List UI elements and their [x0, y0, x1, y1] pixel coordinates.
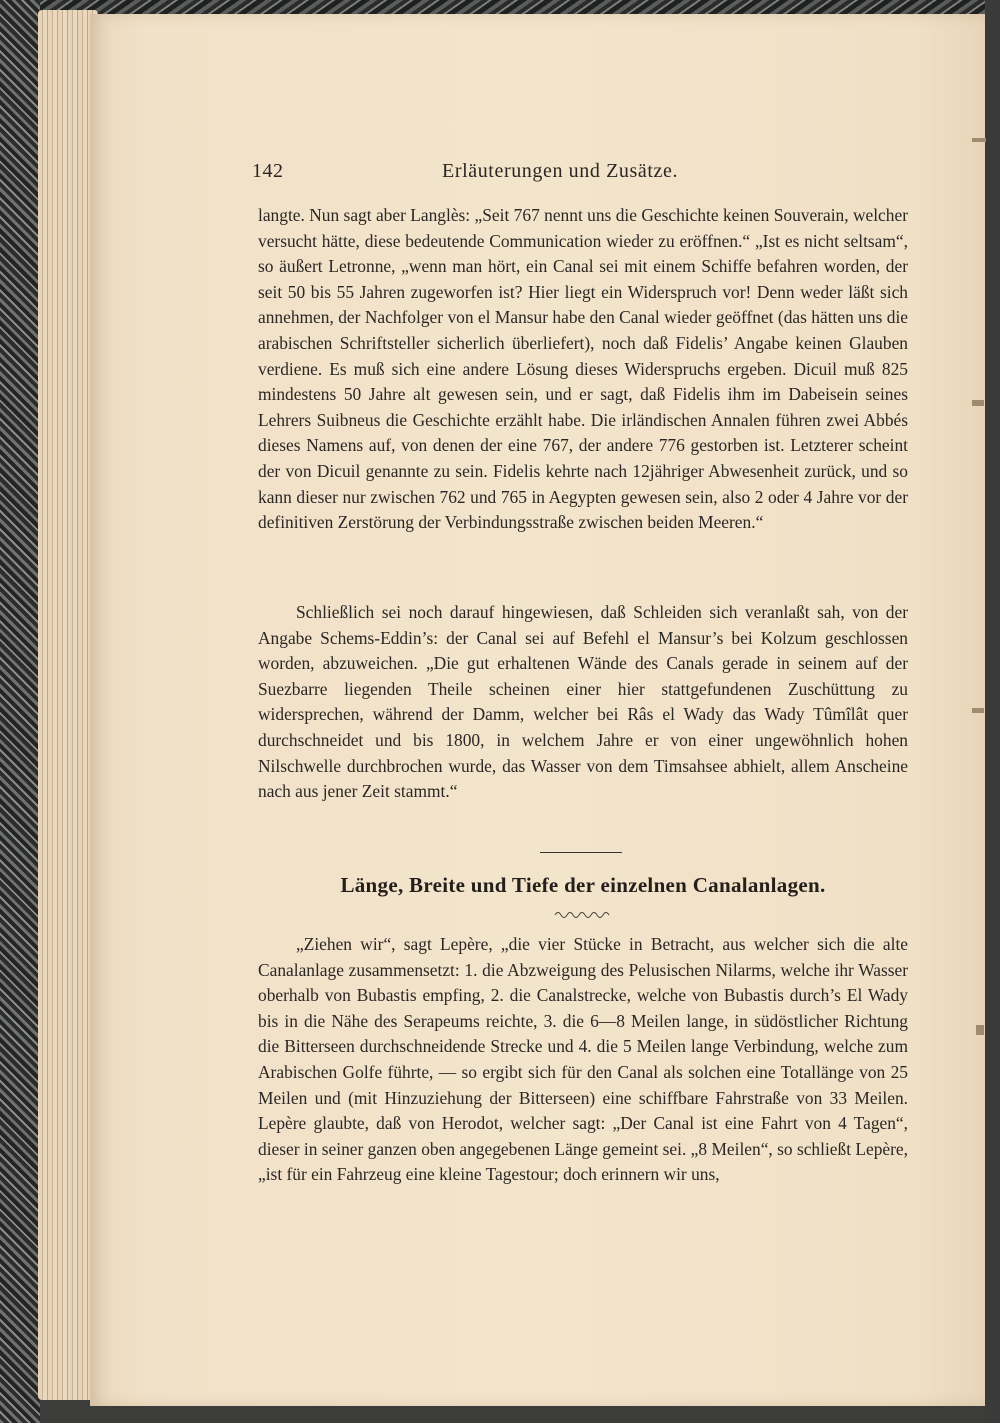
paragraph-2: Schließlich sei noch darauf hingewiesen, daß Schleiden sich veranlaßt sah, von der Angabe Schems-Eddin’s: der Canal sei auf Befehl el Mansur’s bei Kolzum geschlossen worden, abzuweichen. „Die gut erhaltenen Wände des Canals gerade in seinem auf der Suezbarre liegenden Theile scheinen einer hier stattgefundenen Zuschüttung zu widersprechen, während der Damm, welcher bei Râs el Wady das Wady Tûmîlât quer durchschneidet und bis 1800, in welchem Jahre er von einer ungewöhnlich hohen Nilschwelle durchbrochen wurde, das Wasser von dem Timsahsee abhielt, allem Anscheine nach aus jener Zeit stammt.“: [258, 602, 908, 802]
book-cover-right: [985, 0, 1000, 1423]
page-header: [252, 160, 892, 194]
wavy-ornament-icon: [553, 908, 613, 922]
page-edges: [38, 10, 98, 1400]
section-divider: [540, 852, 622, 853]
paragraph-3: „Ziehen wir“, sagt Lepère, „die vier Stücke in Betracht, aus welcher sich die alte Canalanlage zusammensetzt: 1. die Abzweigung des Pelusischen Nilarms, welche ihr Wasser oberhalb von Bubastis empfing, 2. die Canalstrecke, welche von Bubastis durch’s El Wady bis in die Nähe des Serapeums reichte, 3. die 6—8 Meilen lange, in südöstlicher Richtung die Bitterseen durchschneidende Strecke und 4. die 5 Meilen lange Verbindung, welche zum Arabischen Golfe führte, — so ergibt sich für den Canal als solchen eine Totallänge von 25 Meilen und (mit Hinzuziehung der Bitterseen) eine schiffbare Fahrstraße von 33 Meilen. Lepère glaubte, daß von Herodot, welcher sagt: „Der Canal ist eine Fahrt von 4 Tagen“, dieser in seiner ganzen oben angegebenen Länge gemeint sei. „8 Meilen“, so schließt Lepère, „ist für ein Fahrzeug eine kleine Tagestour; doch erinnern wir uns,: [258, 934, 908, 1185]
page-tab-marker: [972, 400, 984, 406]
section-title: Länge, Breite und Tiefe der einzelnen Canalanlagen.: [340, 873, 826, 897]
book-cover-left: [0, 0, 40, 1423]
page-tab-marker: [976, 1025, 984, 1035]
page-tab-marker: [972, 708, 984, 713]
running-head: Erläuterungen und Zusätze.: [442, 160, 679, 182]
page-tab-marker: [972, 138, 986, 142]
paragraph-1: langte. Nun sagt aber Langlès: „Seit 767 nennt uns die Geschichte keinen Souverain, welcher versucht hätte, diese bedeutende Communication wieder zu eröffnen.“ „Ist es nicht seltsam“, so äußert Letronne, „wenn man hört, ein Canal sei mit einem Schiffe befahren worden, der seit 50 bis 55 Jahren zugeworfen ist? Hier liegt ein Widerspruch vor! Denn weder läßt sich annehmen, der Nachfolger von el Mansur habe den Canal wieder geöffnet (das hätten uns die arabischen Schriftsteller sicherlich überliefert), noch daß Fidelis’ Angabe keinen Glauben verdiene. Es muß sich eine andere Lösung dieses Widerspruchs ergeben. Dicuil muß 825 mindestens 50 Jahre alt gewesen sein, und er sagt, daß Fidelis ihm im Dabeisein seines Lehrers Suibneus die Geschichte erzählt habe. Die irländischen Annalen führen zwei Abbés dieses Namens auf, von denen der eine 767, der andere 776 gestorben ist. Letzterer scheint der von Dicuil genannte zu sein. Fidelis kehrte nach 12jähriger Abwesenheit zurück, und so kann dieser nur zwischen 762 und 765 in Aegypten gewesen sein, also 2 oder 4 Jahre vor der definitiven Zerstörung der Verbindungsstraße zwischen beiden Meeren.“: [258, 205, 908, 533]
page-number: 142: [252, 160, 284, 182]
